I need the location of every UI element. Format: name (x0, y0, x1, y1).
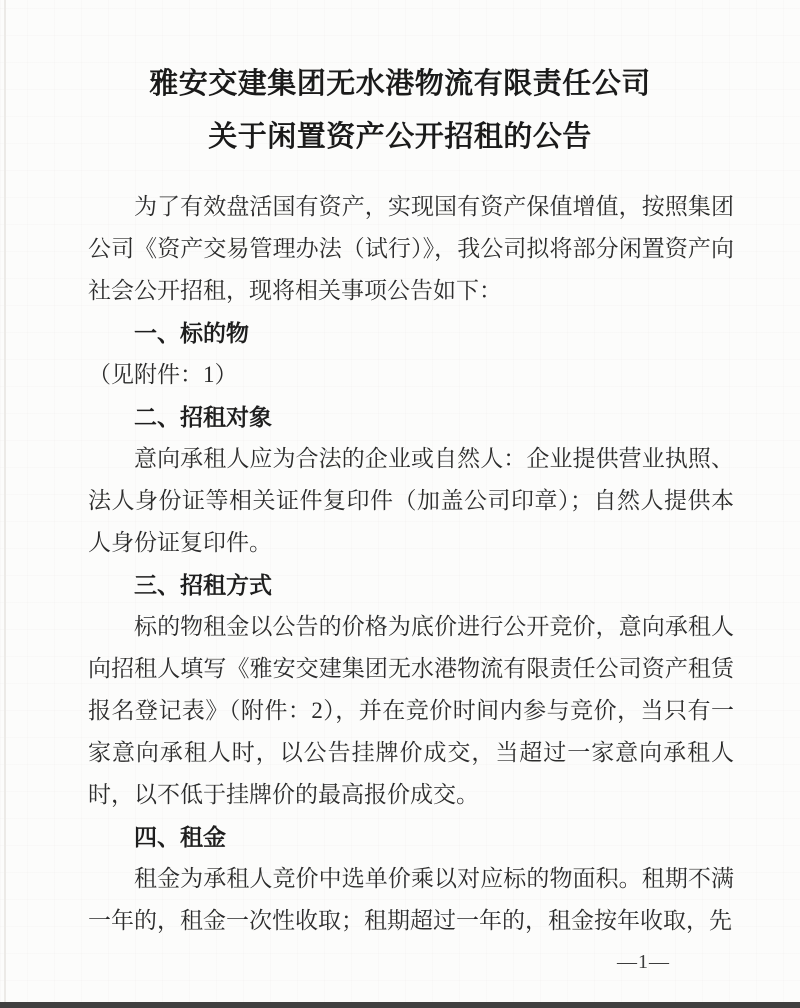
page-number: —1— (617, 951, 670, 973)
intro-paragraph: 为了有效盘活国有资产，实现国有资产保值增值，按照集团公司《资产交易管理办法（试行）》，我公司拟将部分闲置资产向社会公开招租，现将相关事项公告如下： (88, 194, 734, 303)
section-2-heading: 二、招租对象 (134, 404, 272, 430)
scan-bottom-bar (0, 1002, 800, 1008)
document-title-line-1: 雅安交建集团无水港物流有限责任公司 (149, 68, 651, 100)
document-title-line-2: 关于闲置资产公开招租的公告 (208, 121, 592, 153)
section-4-paragraph: 租金为承租人竞价中选单价乘以对应标的物面积。租期不满一年的，租金一次性收取；租期超过一年的，租金按年收取，先 (88, 866, 734, 933)
section-1-heading: 一、标的物 (134, 320, 249, 346)
section-1-attachment-note: （见附件：1） (88, 362, 238, 387)
section-3-heading: 三、招租方式 (134, 572, 272, 598)
document-body (0, 186, 800, 942)
document-title-block (0, 0, 800, 164)
section-3-paragraph: 标的物租金以公告的价格为底价进行公开竞价，意向承租人向招租人填写《雅安交建集团无水港物流有限责任公司资产租赁报名登记表》（附件：2），并在竞价时间内参与竞价，当只有一家意向承租人时，以公告挂牌价成交，当超过一家意向承租人时，以不低于挂牌价的最高报价成交。 (88, 614, 734, 807)
section-4-heading: 四、租金 (134, 824, 226, 850)
section-2-paragraph: 意向承租人应为合法的企业或自然人：企业提供营业执照、法人身份证等相关证件复印件（加盖公司印章）；自然人提供本人身份证复印件。 (88, 446, 734, 555)
scan-left-edge (4, 0, 6, 1008)
